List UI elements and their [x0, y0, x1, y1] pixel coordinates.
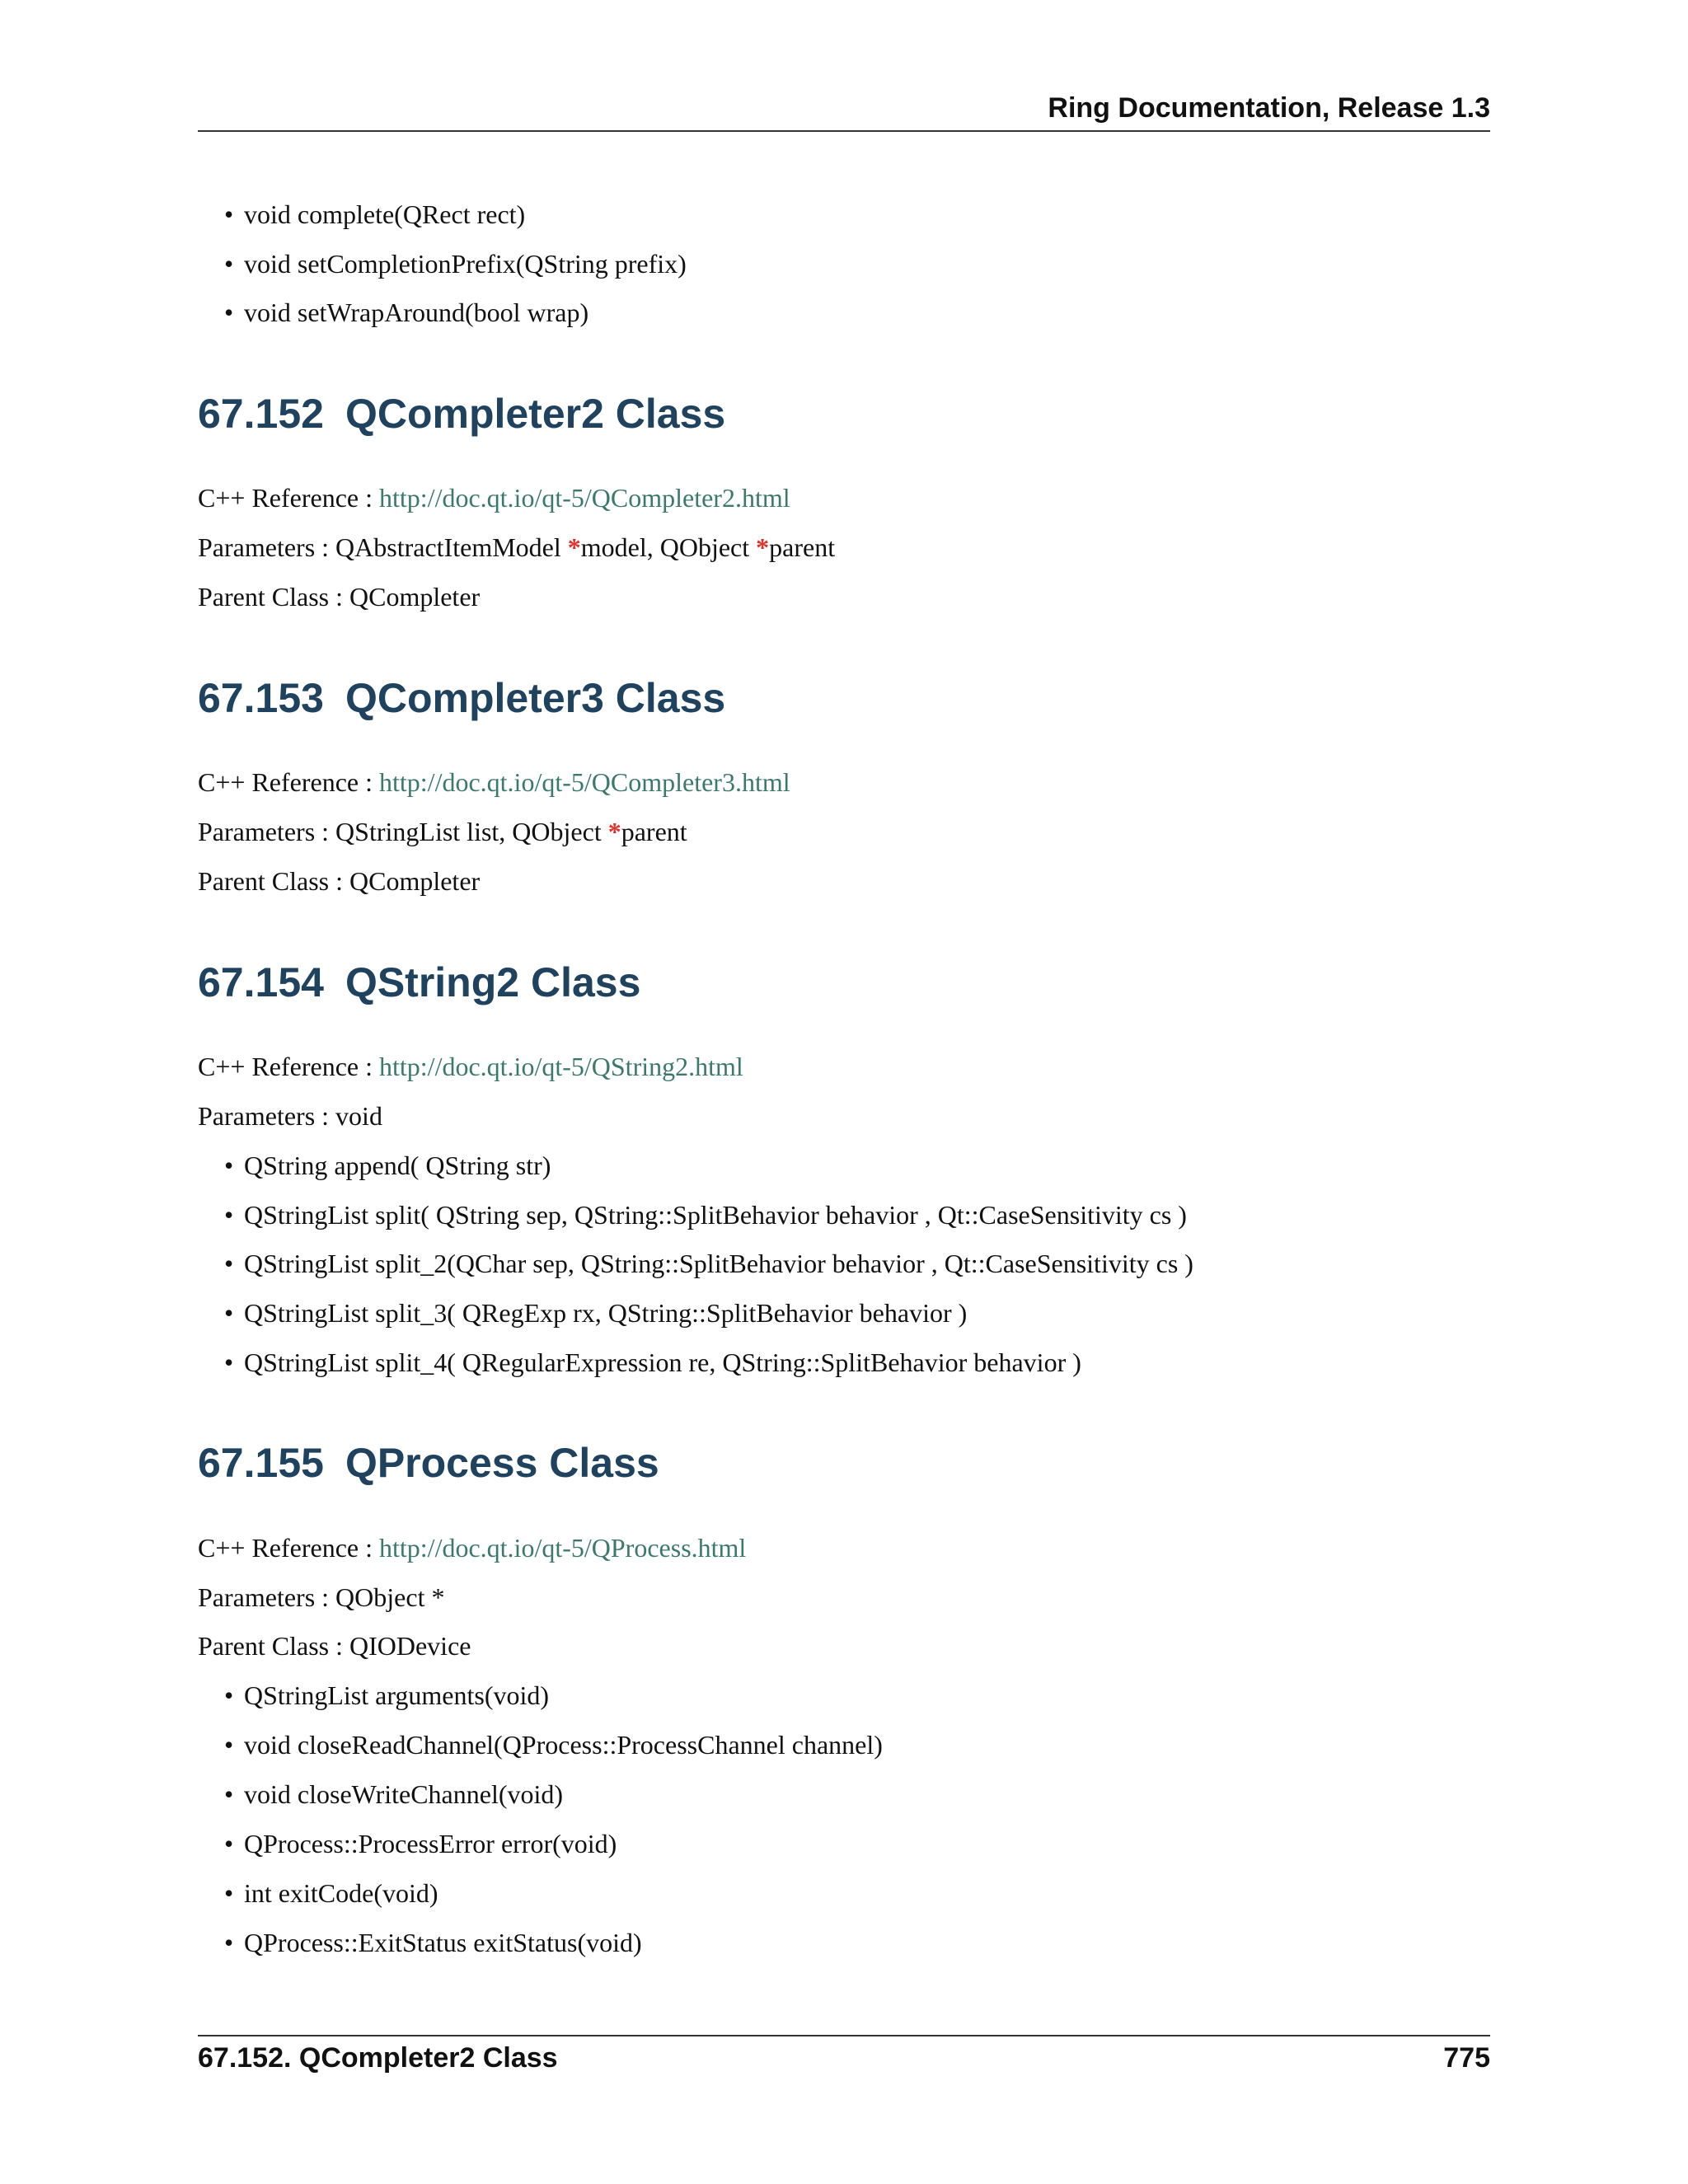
reference-link[interactable]: http://doc.qt.io/qt-5/QProcess.html [379, 1533, 747, 1563]
cpp-reference: C++ Reference : http://doc.qt.io/qt-5/QCompleter3.html [198, 767, 790, 797]
method-item: • QString append( QString str) [244, 1149, 551, 1182]
method-item: • QStringList arguments(void) [244, 1679, 549, 1712]
parent-class: Parent Class : QCompleter [198, 582, 481, 612]
header-rule [198, 130, 1490, 132]
method-item: • void closeReadChannel(QProcess::ProcessChannel channel) [244, 1728, 883, 1761]
section-heading-153 [198, 673, 725, 723]
reference-link[interactable]: http://doc.qt.io/qt-5/QString2.html [379, 1052, 743, 1081]
section-number: 67.155 [198, 1440, 324, 1486]
pointer-star: * [607, 817, 621, 846]
method-item: • void closeWriteChannel(void) [244, 1778, 563, 1811]
running-header: Ring Documentation, Release 1.3 [1048, 92, 1490, 124]
parameters: Parameters : void [198, 1101, 382, 1131]
reference-link[interactable]: http://doc.qt.io/qt-5/QCompleter2.html [379, 483, 790, 513]
method-item: • QStringList split( QString sep, QString::SplitBehavior behavior , Qt::CaseSensitivity cs ) [244, 1198, 1187, 1231]
pointer-star: * [567, 532, 581, 562]
cpp-reference: C++ Reference : http://doc.qt.io/qt-5/QProcess.html [198, 1533, 747, 1563]
section-heading-154 [198, 958, 640, 1007]
section-title: QCompleter2 Class [345, 391, 726, 437]
footer-section: 67.152. QCompleter2 Class [198, 2042, 558, 2074]
method-item: • QStringList split_3( QRegExp rx, QString::SplitBehavior behavior ) [244, 1296, 967, 1329]
list-item: • void complete(QRect rect) [244, 198, 525, 231]
method-item: • QProcess::ExitStatus exitStatus(void) [244, 1926, 642, 1959]
page-number: 775 [1443, 2042, 1490, 2074]
list-item: • void setCompletionPrefix(QString prefix) [244, 247, 687, 280]
method-item: • int exitCode(void) [244, 1877, 438, 1910]
parent-class: Parent Class : QCompleter [198, 866, 481, 896]
list-item: • void setWrapAround(bool wrap) [244, 296, 588, 329]
section-number: 67.154 [198, 959, 324, 1005]
parameters: Parameters : QAbstractItemModel *model, QObject *parent [198, 532, 836, 562]
running-footer [198, 2042, 1490, 2074]
section-heading-155 [198, 1438, 659, 1488]
section-title: QProcess Class [345, 1440, 659, 1486]
method-item: • QStringList split_2(QChar sep, QString::SplitBehavior behavior , Qt::CaseSensitivity cs ) [244, 1247, 1193, 1280]
method-item: • QProcess::ProcessError error(void) [244, 1827, 617, 1860]
section-title: QString2 Class [345, 959, 641, 1005]
section-title: QCompleter3 Class [345, 675, 726, 721]
reference-link[interactable]: http://doc.qt.io/qt-5/QCompleter3.html [379, 767, 790, 797]
parameters: Parameters : QObject * [198, 1582, 445, 1612]
parent-class: Parent Class : QIODevice [198, 1631, 471, 1661]
pointer-star: * [756, 532, 770, 562]
section-number: 67.153 [198, 675, 324, 721]
section-heading-152 [198, 389, 725, 438]
cpp-reference: C++ Reference : http://doc.qt.io/qt-5/QCompleter2.html [198, 483, 790, 513]
method-item: • QStringList split_4( QRegularExpression re, QString::SplitBehavior behavior ) [244, 1346, 1081, 1379]
footer-rule [198, 2035, 1490, 2036]
parameters: Parameters : QStringList list, QObject *parent [198, 817, 687, 846]
cpp-reference: C++ Reference : http://doc.qt.io/qt-5/QString2.html [198, 1052, 743, 1081]
section-number: 67.152 [198, 391, 324, 437]
